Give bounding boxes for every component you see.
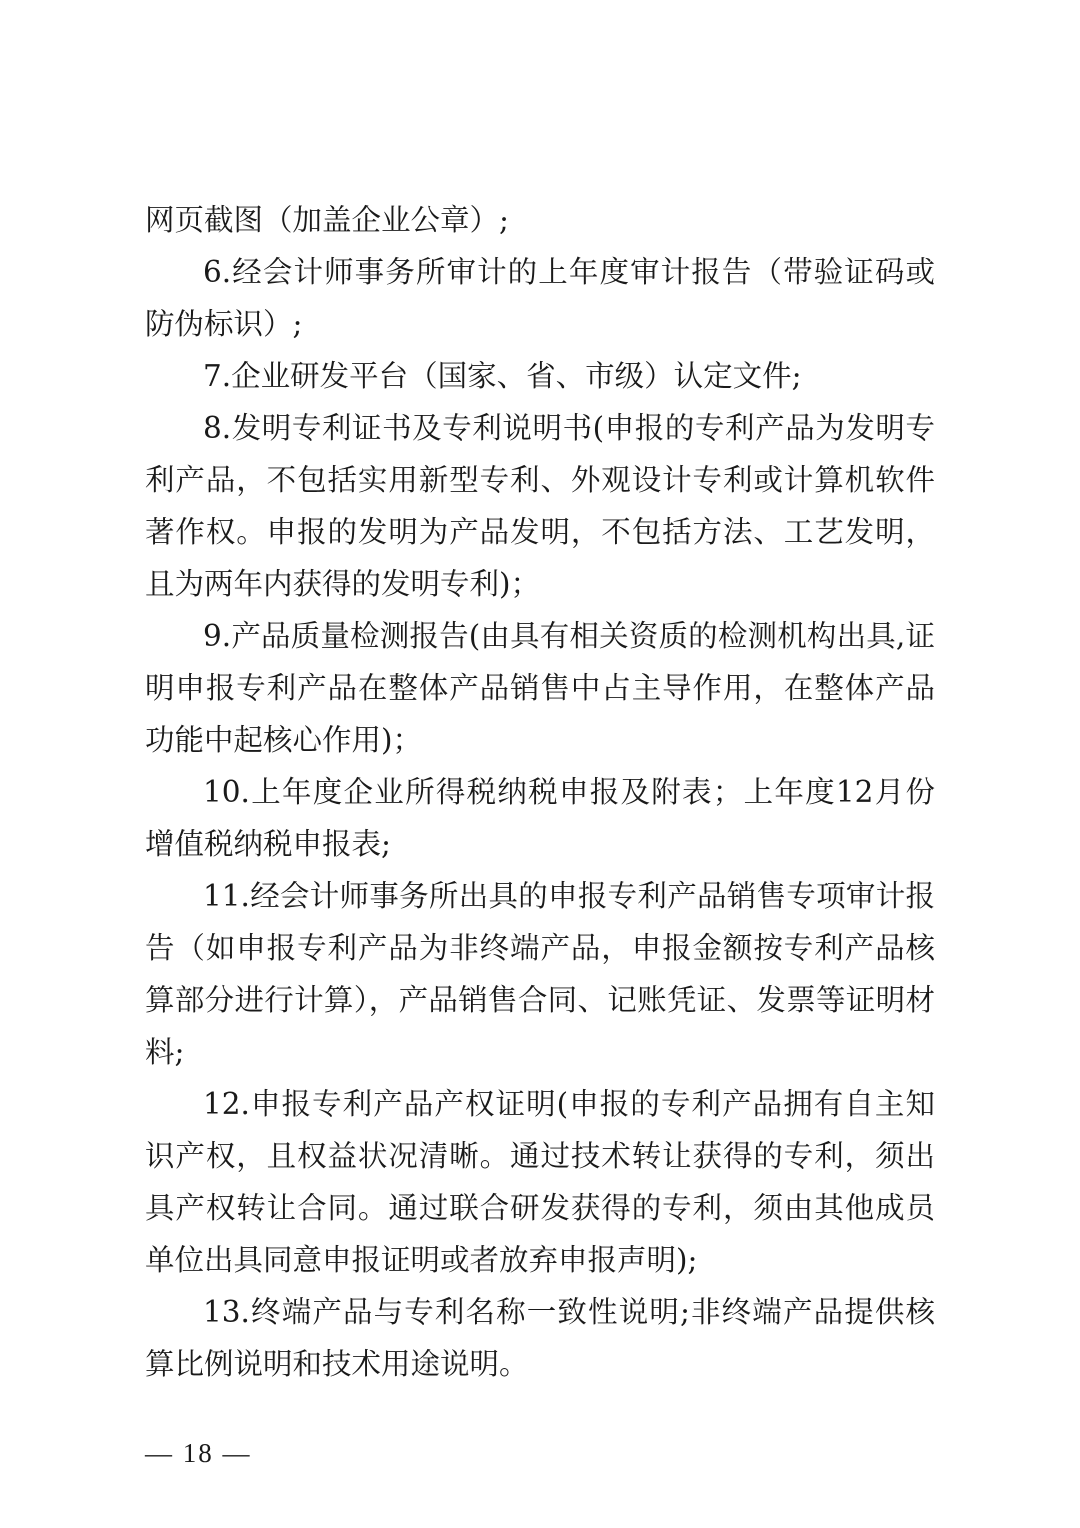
page-number: — 18 — bbox=[145, 1438, 252, 1468]
paragraph-item-8: 8.发明专利证书及专利说明书(申报的专利产品为发明专利产品，不包括实用新型专利、外观设计专利或计算机软件著作权。申报的发明为产品发明，不包括方法、工艺发明，且为两年内获得的发明专利)； bbox=[145, 411, 935, 601]
paragraph-item-6: 6.经会计师事务所审计的上年度审计报告（带验证码或防伪标识）; bbox=[145, 255, 935, 341]
paragraph-item-7: 7.企业研发平台（国家、省、市级）认定文件; bbox=[203, 359, 802, 393]
paragraph-item-12: 12.申报专利产品产权证明(申报的专利产品拥有自主知识产权，且权益状况清晰。通过技术转让获得的专利，须出具产权转让合同。通过联合研发获得的专利，须由其他成员单位出具同意申报证明或者放弃申报声明); bbox=[145, 1087, 935, 1277]
paragraph-continuation: 网页截图（加盖企业公章）; bbox=[145, 203, 509, 237]
paragraph-item-9: 9.产品质量检测报告(由具有相关资质的检测机构出具,证明申报专利产品在整体产品销售中占主导作用，在整体产品功能中起核心作用)； bbox=[145, 619, 935, 757]
paragraph-item-10: 10.上年度企业所得税纳税申报及附表；上年度12月份增值税纳税申报表; bbox=[145, 775, 935, 861]
document-body bbox=[145, 194, 935, 1390]
paragraph-item-13: 13.终端产品与专利名称一致性说明;非终端产品提供核算比例说明和技术用途说明。 bbox=[145, 1295, 935, 1381]
paragraph-item-11: 11.经会计师事务所出具的申报专利产品销售专项审计报告（如申报专利产品为非终端产品，申报金额按专利产品核算部分进行计算），产品销售合同、记账凭证、发票等证明材料; bbox=[145, 879, 935, 1069]
